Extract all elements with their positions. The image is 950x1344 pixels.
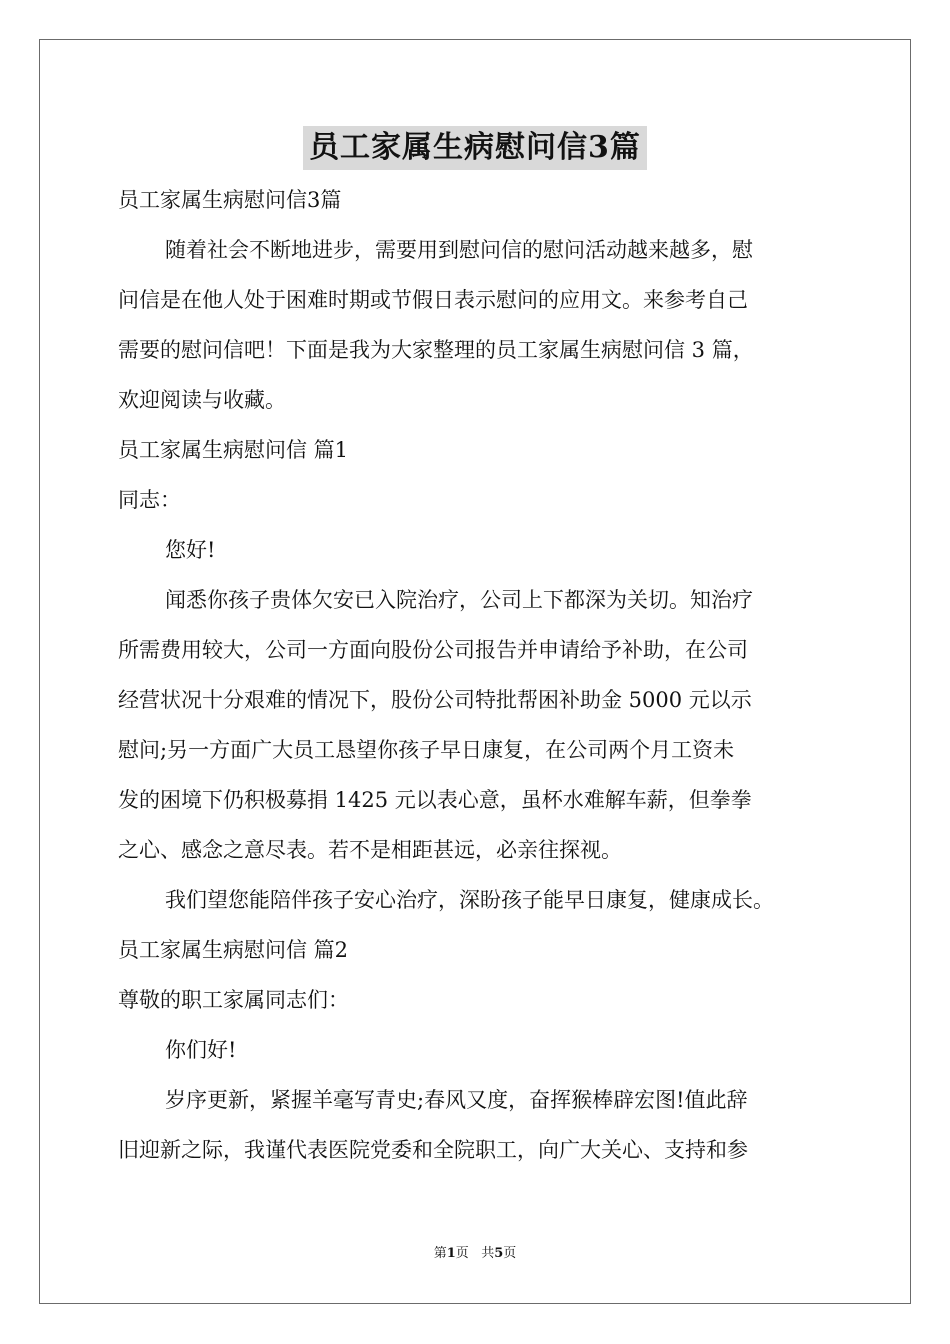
section-heading: 员工家属生病慰问信 篇1 [118, 438, 349, 462]
paragraph-line: 我们望您能陪伴孩子安心治疗，深盼孩子能早日康复，健康成长。 [165, 888, 774, 912]
total-prefix: 共 [481, 1246, 495, 1261]
paragraph-line: 旧迎新之际，我谨代表医院党委和全院职工，向广大关心、支持和参 [118, 1138, 748, 1162]
greeting: 你们好! [165, 1038, 237, 1062]
paragraph-line: 经营状况十分艰难的情况下，股份公司特批帮困补助金 5000 元以示 [118, 688, 752, 712]
paragraph-line: 问信是在他人处于困难时期或节假日表示慰问的应用文。来参考自己 [118, 288, 748, 312]
paragraph-line: 发的困境下仍积极募捐 1425 元以表心意，虽杯水难解车薪，但拳拳 [118, 788, 752, 812]
subtitle-line: 员工家属生病慰问信3篇 [118, 188, 342, 212]
title-wrap [0, 126, 950, 170]
paragraph-line: 随着社会不断地进步，需要用到慰问信的慰问活动越来越多，慰 [165, 238, 753, 262]
total-suffix: 页 [503, 1246, 517, 1261]
paragraph-line: 欢迎阅读与收藏。 [118, 388, 286, 412]
page-current: 1 [446, 1246, 456, 1261]
page-suffix: 页 [455, 1246, 469, 1261]
page-footer [0, 1244, 950, 1264]
page-total: 5 [494, 1246, 504, 1261]
greeting: 您好! [165, 538, 216, 562]
paragraph-line: 所需费用较大，公司一方面向股份公司报告并申请给予补助，在公司 [118, 638, 748, 662]
paragraph-line: 岁序更新，紧握羊毫写青史;春风又度，奋挥猴棒辟宏图!值此辞 [165, 1088, 748, 1112]
document-body [118, 175, 858, 1175]
section-heading: 员工家属生病慰问信 篇2 [118, 938, 349, 962]
paragraph-line: 需要的慰问信吧！下面是我为大家整理的员工家属生病慰问信 3 篇， [118, 338, 754, 362]
salutation: 同志： [118, 488, 181, 512]
paragraph-line: 闻悉你孩子贵体欠安已入院治疗，公司上下都深为关切。知治疗 [165, 588, 753, 612]
page-prefix: 第 [433, 1246, 447, 1261]
paragraph-line: 慰问;另一方面广大员工恳望你孩子早日康复，在公司两个月工资未 [118, 738, 735, 762]
salutation: 尊敬的职工家属同志们： [118, 988, 349, 1012]
paragraph-line: 之心、感念之意尽表。若不是相距甚远，必亲往探视。 [118, 838, 622, 862]
document-title: 员工家属生病慰问信3篇 [303, 126, 647, 170]
